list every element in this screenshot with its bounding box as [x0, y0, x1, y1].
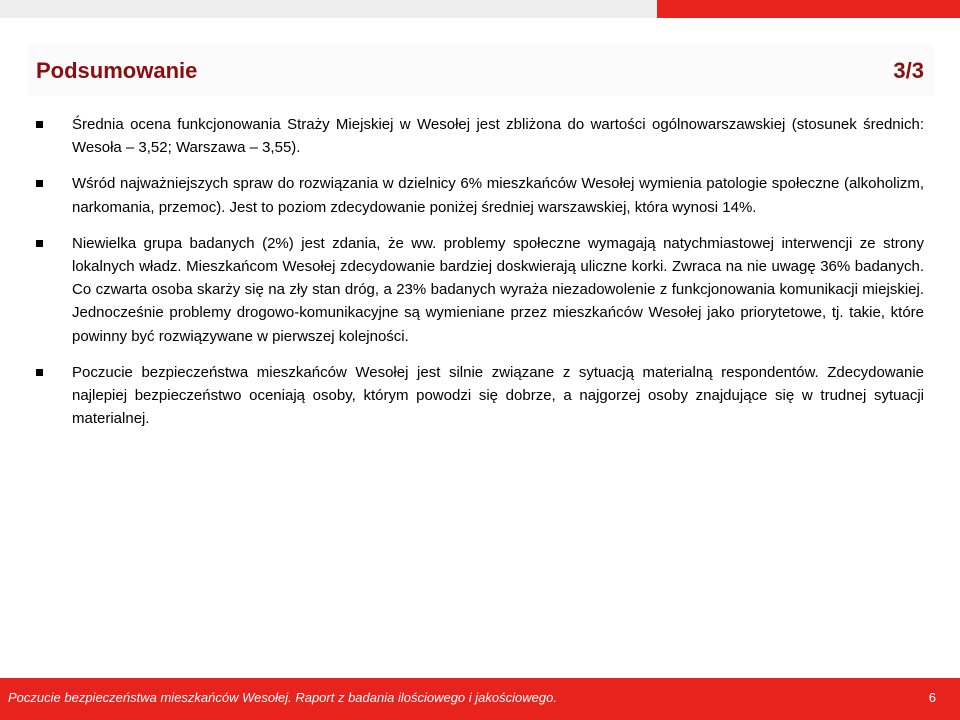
bullet-item [36, 232, 924, 348]
footer-report-title: Poczucie bezpieczeństwa mieszkańców Wesołej. Raport z badania ilościowego i jakościowego. [8, 690, 557, 705]
square-bullet-icon [36, 121, 43, 128]
slide-title: Podsumowanie [36, 58, 198, 83]
bullet-list [36, 113, 924, 443]
footer-bar [0, 678, 960, 720]
footer-page-number: 6 [928, 690, 936, 705]
slide-page-indicator: 3/3 [893, 58, 924, 83]
square-bullet-icon [36, 180, 43, 187]
bullet-text: Niewielka grupa badanych (2%) jest zdania, że ww. problemy społeczne wymagają natychmiastowej interwencji ze strony lokalnych władz. Mieszkańcom Wesołej zdecydowanie bardziej doskwierają uliczne korki. Zwraca na nie uwagę 36% badanych. Co czwarta osoba skarży się na zły stan dróg, a 23% badanych wyraża niezadowolenie z funkcjonowania komunikacji miejskiej. Jednocześnie problemy drogowo-komunikacyjne są wymieniane przez mieszkańców Wesołej jako priorytetowe, tj. takie, które powinny być rozwiązywane w pierwszej kolejności. [72, 234, 924, 345]
bullet-item [36, 113, 924, 159]
bullet-item [36, 172, 924, 218]
top-bar-gray-segment [0, 0, 657, 18]
top-bar-red-segment [657, 0, 960, 18]
bullet-item [36, 361, 924, 431]
bullet-text: Poczucie bezpieczeństwa mieszkańców Wesołej jest silnie związane z sytuacją materialną respondentów. Zdecydowanie najlepiej bezpieczeństwo oceniają osoby, którym powodzi się dobrze, a najgorzej osoby znajdujące się w trudnej sytuacji materialnej. [72, 363, 924, 428]
square-bullet-icon [36, 369, 43, 376]
bullet-text: Wśród najważniejszych spraw do rozwiązania w dzielnicy 6% mieszkańców Wesołej wymienia patologie społeczne (alkoholizm, narkomania, przemoc). Jest to poziom zdecydowanie poniżej średniej warszawskiej, która wynosi 14%. [72, 175, 924, 216]
square-bullet-icon [36, 240, 43, 247]
bullet-text: Średnia ocena funkcjonowania Straży Miejskiej w Wesołej jest zbliżona do wartości ogólnowarszawskiej (stosunek średnich: Wesoła – 3,52; Warszawa – 3,55). [72, 116, 924, 157]
top-decorative-bar [0, 0, 960, 18]
